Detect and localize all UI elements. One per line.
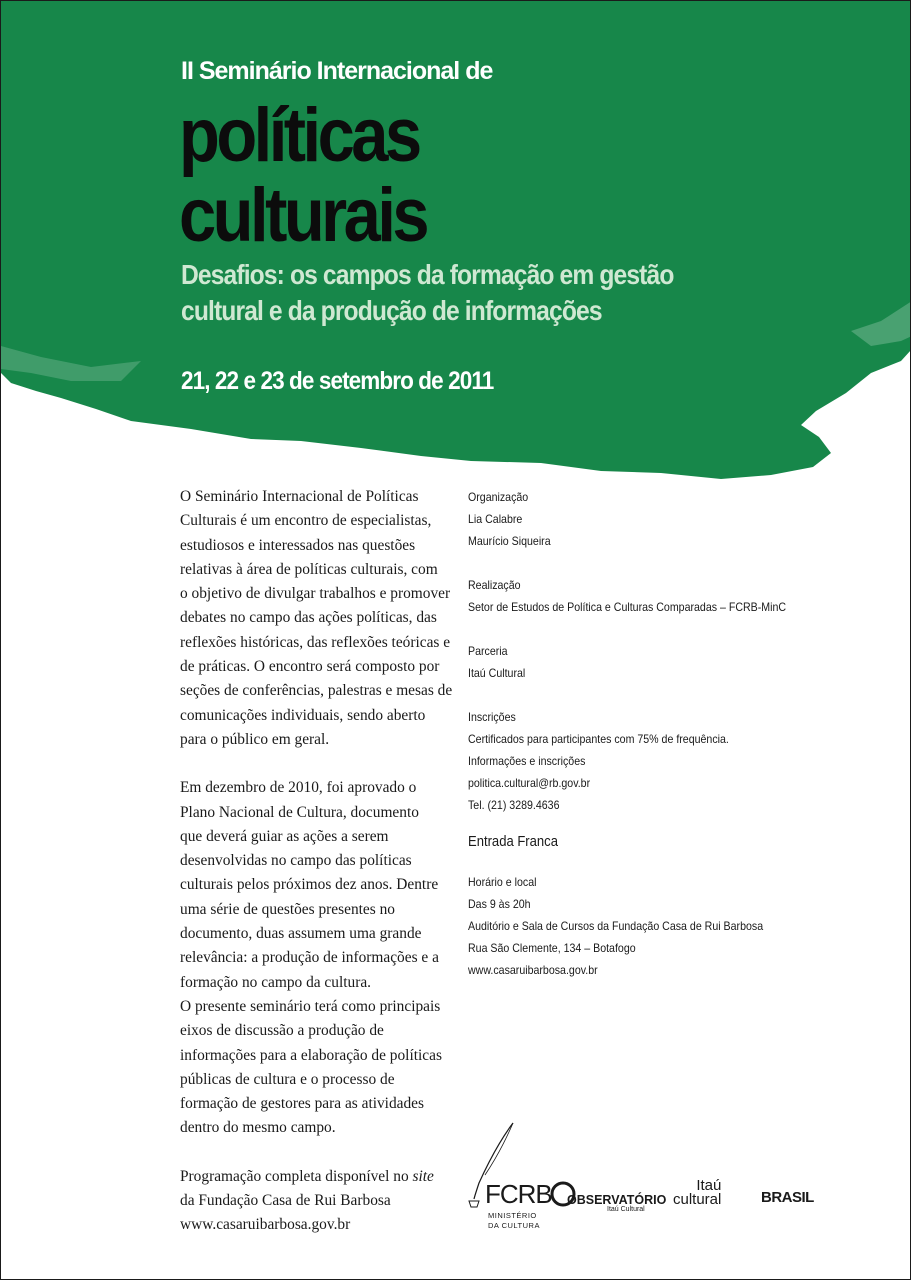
horario-line: Auditório e Sala de Cursos da Fundação Casa de Rui Barbosa bbox=[468, 919, 764, 933]
text-line: formação no campo da cultura. bbox=[180, 973, 372, 991]
text-line: formação de gestores para as atividades bbox=[180, 1095, 425, 1113]
text-line: informações para a elaboração de políticas bbox=[180, 1046, 442, 1064]
paragraph-1 bbox=[180, 485, 470, 752]
text-line-prefix: Programação completa disponível no bbox=[180, 1167, 413, 1185]
text-line: seções de conferências, palestras e mesas de bbox=[180, 682, 453, 700]
organizer-name: Maurício Siqueira bbox=[468, 534, 551, 548]
parceria-value: Itaú Cultural bbox=[468, 666, 526, 680]
ministerio-line-1: MINISTÉRIO bbox=[488, 1211, 537, 1220]
observatorio-sub: Itaú Cultural bbox=[607, 1206, 645, 1213]
text-line: Plano Nacional de Cultura, documento bbox=[180, 803, 419, 821]
itau-line-2: cultural bbox=[673, 1191, 722, 1208]
inscricoes-line: Certificados para participantes com 75% de frequência. bbox=[468, 732, 729, 746]
email-link[interactable]: politica.cultural@rb.gov.br bbox=[468, 776, 591, 790]
text-line: uma série de questões presentes no bbox=[180, 900, 395, 918]
website-link[interactable]: www.casaruibarbosa.gov.br bbox=[468, 963, 598, 977]
horario-line: Rua São Clemente, 134 – Botafogo bbox=[468, 941, 636, 955]
fcrb-logo: FCRB bbox=[485, 1179, 552, 1209]
phone-number: Tel. (21) 3289.4636 bbox=[468, 798, 560, 812]
event-line: II Seminário Internacional de bbox=[181, 57, 493, 85]
inscricoes-line: Informações e inscrições bbox=[468, 754, 586, 768]
tagline-line-1: Desafios: os campos da formação em gestão bbox=[181, 259, 674, 290]
sponsor-logos bbox=[461, 1119, 841, 1239]
text-line: relevância: a produção de informações e a bbox=[180, 949, 439, 967]
inscricoes-label: Inscrições bbox=[468, 710, 516, 724]
entrada-franca: Entrada Franca bbox=[468, 834, 558, 850]
site-word: site bbox=[412, 1167, 434, 1185]
text-line: documento, duas assumem uma grande bbox=[180, 925, 422, 943]
event-dates: 21, 22 e 23 de setembro de 2011 bbox=[181, 367, 494, 395]
itau-cultural-logo bbox=[673, 1179, 721, 1207]
governo-brasil-logo: BRASIL bbox=[761, 1189, 814, 1206]
text-line: O presente seminário terá como principais bbox=[180, 997, 441, 1015]
text-line: eixos de discussão a produção de bbox=[180, 1022, 384, 1040]
ministerio-line-2: DA CULTURA bbox=[488, 1221, 540, 1230]
info-column bbox=[468, 486, 846, 981]
text-line: para o público em geral. bbox=[180, 730, 330, 748]
text-line: relativas à área de políticas culturais, com bbox=[180, 560, 438, 578]
observatorio-logo: OBSERVATÓRIO bbox=[567, 1193, 667, 1207]
text-line: públicas de cultura e o processo de bbox=[180, 1070, 395, 1088]
text-line: estudiosos e interessados nas questões bbox=[180, 536, 416, 554]
organizer-name: Lia Calabre bbox=[468, 512, 523, 526]
text-line: desenvolvidas no campo das políticas bbox=[180, 852, 412, 870]
text-line bbox=[180, 1165, 470, 1189]
text-line: Em dezembro de 2010, foi aprovado o bbox=[180, 779, 417, 797]
text-line: O Seminário Internacional de Políticas bbox=[180, 488, 419, 505]
text-line: Culturais é um encontro de especialistas, bbox=[180, 512, 432, 530]
tagline-line-2: cultural e da produção de informações bbox=[181, 295, 602, 326]
text-line: da Fundação Casa de Rui Barbosa bbox=[180, 1192, 391, 1210]
text-line: reflexões históricas, das reflexões teóricas e bbox=[180, 633, 451, 651]
realizacao-label: Realização bbox=[468, 578, 521, 592]
horario-line: Das 9 às 20h bbox=[468, 897, 531, 911]
horario-label: Horário e local bbox=[468, 875, 537, 889]
ministerio-cultura-logo bbox=[488, 1211, 540, 1231]
paragraph-3 bbox=[180, 1165, 470, 1238]
text-line: o objetivo de divulgar trabalhos e promover bbox=[180, 585, 451, 603]
paragraph-2 bbox=[180, 776, 470, 1140]
text-line: de práticas. O encontro será composto por bbox=[180, 658, 440, 676]
text-line: comunicações individuais, sendo aberto bbox=[180, 706, 426, 724]
organizacao-label: Organização bbox=[468, 490, 529, 504]
text-line: dentro do mesmo campo. bbox=[180, 1119, 336, 1137]
title-line-1: políticas bbox=[179, 93, 419, 178]
title-line-2: culturais bbox=[179, 173, 427, 258]
parceria-label: Parceria bbox=[468, 644, 508, 658]
website-link[interactable]: www.casaruibarbosa.gov.br bbox=[180, 1216, 351, 1234]
text-line: culturais pelos próximos dez anos. Dentre bbox=[180, 876, 439, 894]
text-line: debates no campo das ações políticas, das bbox=[180, 609, 437, 627]
itau-line-1: Itaú bbox=[696, 1177, 722, 1194]
text-line: que deverá guiar as ações a serem bbox=[180, 827, 389, 845]
realizacao-value: Setor de Estudos de Política e Culturas Comparadas – FCRB-MinC bbox=[468, 600, 787, 614]
tagline bbox=[181, 257, 673, 329]
description-column bbox=[180, 485, 470, 1238]
